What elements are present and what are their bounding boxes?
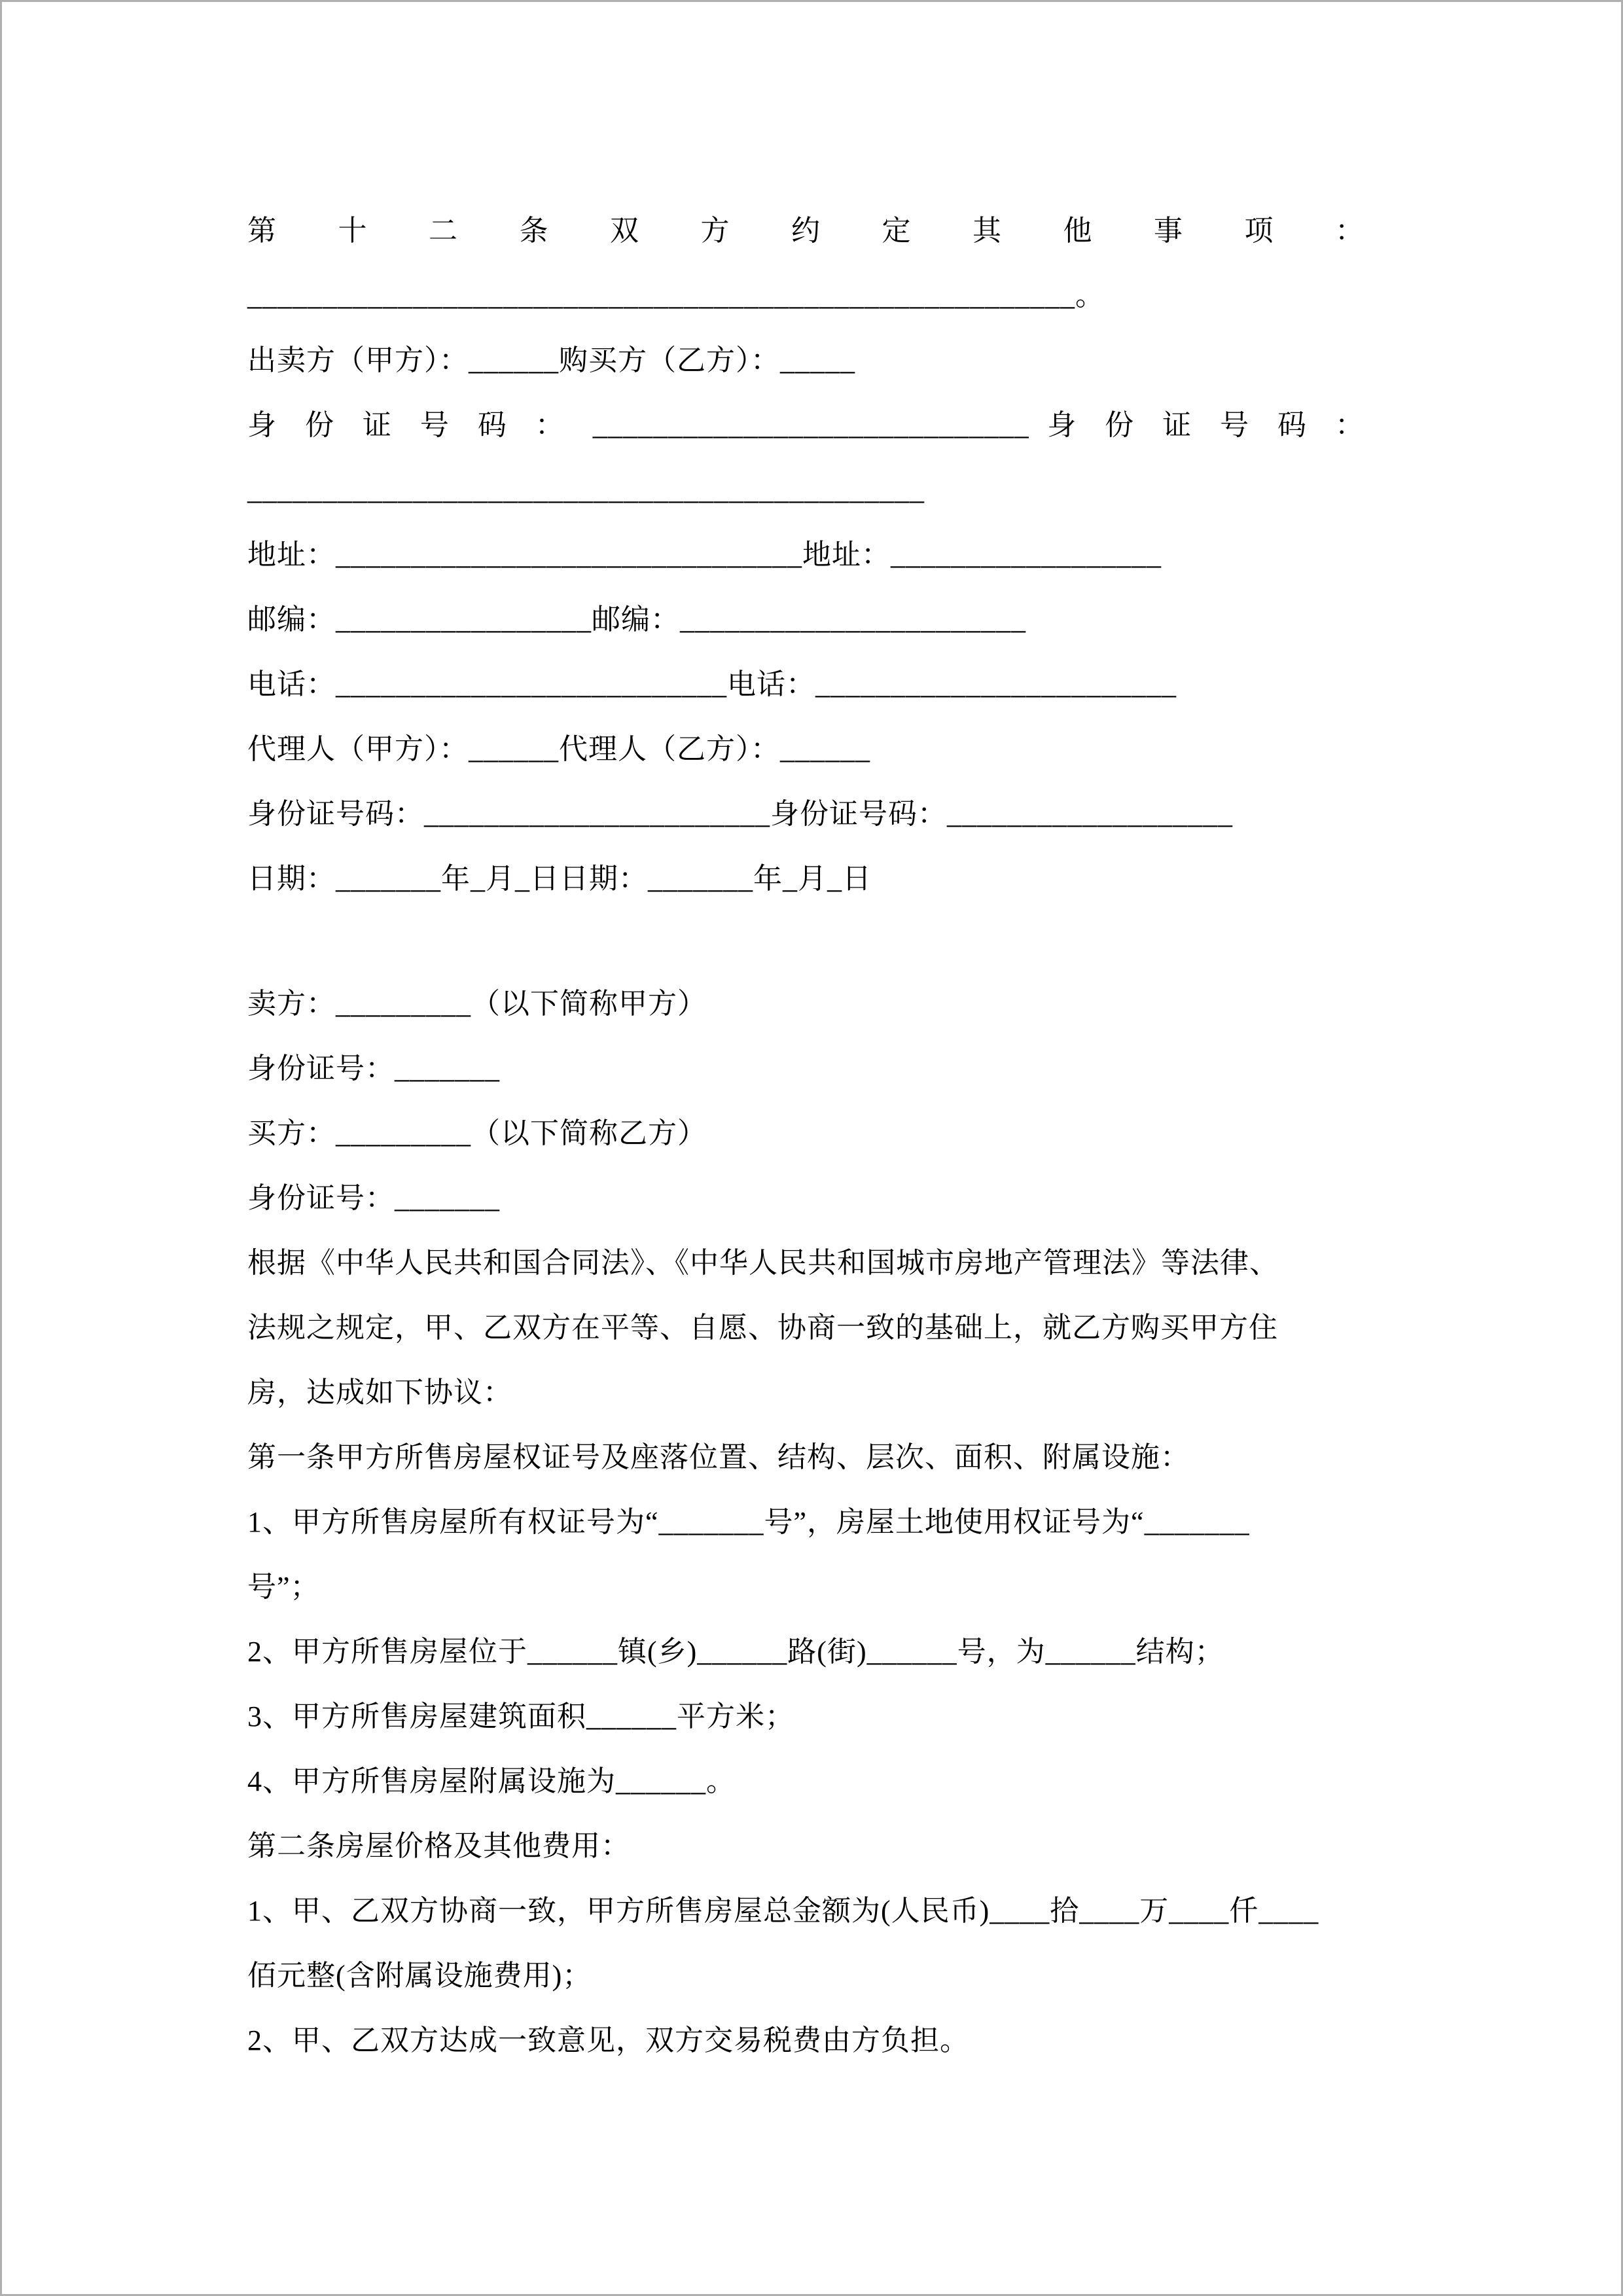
contract-line-dates: 日期：_______年_月_日日期：_______年_月_日 <box>247 863 872 895</box>
contract-line-clause1-item1: 1、甲方所售房屋所有权证号为“_______号”，房屋土地使用权证号为“_______ <box>247 1506 1250 1538</box>
contract-line-clause1-item1-cont: 号”； <box>247 1571 320 1603</box>
contract-body <box>247 198 1364 2073</box>
contract-line-seller-buyer: 出卖方（甲方）：______购买方（乙方）：_____ <box>247 344 855 376</box>
contract-line-clause1-item2: 2、甲方所售房屋位于______镇(乡)______路(街)______号，为______结构； <box>247 1636 1224 1668</box>
contract-line-clause2-heading: 第二条房屋价格及其他费用： <box>247 1830 630 1862</box>
contract-line-id-fill: _____________________________________________ <box>247 474 925 506</box>
contract-line-address: 地址：_______________________________地址：__________________ <box>247 539 1162 571</box>
contract-line-preamble-1: 根据《中华人民共和国合同法》、《中华人民共和国城市房地产管理法》等法律、 <box>247 1247 1279 1279</box>
contract-line-agent-ids: 身份证号码：_______________________身份证号码：___________________ <box>247 798 1233 830</box>
contract-line-clause12-heading: 第 十 二 条 双 方 约 定 其 他 事 项 ： <box>247 215 1364 247</box>
contract-line-clause1-item3: 3、甲方所售房屋建筑面积______平方米； <box>247 1700 794 1732</box>
contract-line-buyer-alias: 买方：_________（以下简称乙方） <box>247 1117 707 1149</box>
contract-line-clause2-item1-cont: 佰元整(含附属设施费用)； <box>247 1960 592 1992</box>
contract-line-clause1-item4: 4、甲方所售房屋附属设施为______。 <box>247 1765 736 1797</box>
contract-line-preamble-3: 房，达成如下协议： <box>247 1376 512 1408</box>
contract-line-clause1-heading: 第一条甲方所售房屋权证号及座落位置、结构、层次、面积、附属设施： <box>247 1441 1190 1473</box>
contract-line-id-numbers: 身 份 证 号 码 ： _____________________________ 身 份 证 号 码 ： <box>247 409 1364 441</box>
contract-line-clause2-item1: 1、甲、乙双方协商一致，甲方所售房屋总金额为(人民币)____拾____万____仟____ <box>247 1895 1319 1927</box>
contract-line-buyer-id: 身份证号：_______ <box>247 1182 500 1214</box>
contract-line-seller-id: 身份证号：_______ <box>247 1052 500 1085</box>
contract-line-agents: 代理人（甲方）：______代理人（乙方）：______ <box>247 733 870 765</box>
contract-line-seller-alias: 卖方：_________（以下简称甲方） <box>247 988 707 1020</box>
contract-line-preamble-2: 法规之规定，甲、乙双方在平等、自愿、协商一致的基础上，就乙方购买甲方住 <box>247 1312 1278 1344</box>
contract-line-postcode: 邮编：_________________邮编：_______________________ <box>247 603 1026 636</box>
contract-line-blank-fill: _______________________________________________________。 <box>247 279 1105 312</box>
contract-line-clause2-item2: 2、甲、乙双方达成一致意见，双方交易税费由方负担。 <box>247 2024 969 2056</box>
contract-line-phone: 电话：__________________________电话：________________________ <box>247 668 1177 700</box>
